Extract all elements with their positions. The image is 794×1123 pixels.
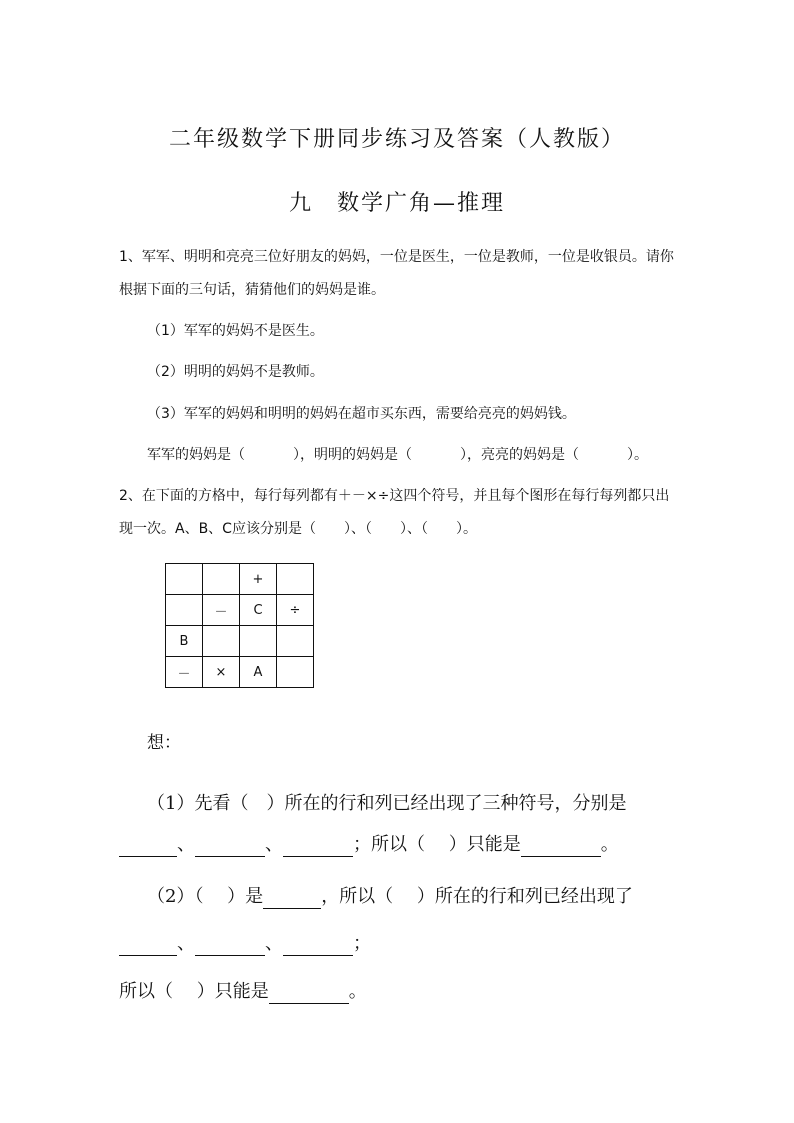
q1-line1: 1、军军、明明和亮亮三位好朋友的妈妈，一位是医生，一位是教师，一位是收银员。请你 (119, 249, 674, 265)
q1-answer-d: ）。 (627, 447, 648, 463)
q1-answer-a: 军军的妈妈是（ (147, 447, 245, 463)
answer-blank[interactable] (263, 890, 321, 909)
step1-line2 (119, 833, 619, 857)
symbol-grid (165, 563, 314, 688)
grid-cell (240, 626, 277, 657)
q1-line2: 根据下面的三句话，猜猜他们的妈妈是谁。 (119, 282, 385, 298)
separator: 、 (265, 834, 283, 855)
step1-line1: （1）先看（ ）所在的行和列已经出现了三种符号，分别是 (147, 793, 627, 814)
separator: 、 (265, 933, 283, 954)
step3-text: 所以（ ）只能是 (119, 981, 269, 1002)
q1-answer-line (147, 445, 648, 465)
document-title: 二年级数学下册同步练习及答案（人教版） (168, 127, 625, 152)
semicolon: ； (353, 933, 371, 954)
q1-answer-b: ），明明的妈妈是（ (293, 447, 412, 463)
step2-text-a: （2）（ ）是 (147, 886, 264, 907)
answer-blank[interactable] (521, 838, 601, 857)
grid-cell (277, 657, 314, 688)
grid-cell (277, 564, 314, 595)
step2-line2 (119, 932, 371, 956)
grid-row (166, 595, 314, 626)
grid-cell: C (240, 595, 277, 626)
grid-cell: A (240, 657, 277, 688)
step3-line (119, 980, 367, 1004)
answer-blank[interactable] (119, 937, 177, 956)
grid-cell (166, 595, 203, 626)
grid-cell: B (166, 626, 203, 657)
answer-blank[interactable] (269, 985, 349, 1004)
q1-answer-c: ），亮亮的妈妈是（ (460, 447, 579, 463)
answer-blank[interactable] (283, 937, 353, 956)
grid-row (166, 626, 314, 657)
q1-clue2: （2）明明的妈妈不是教师。 (147, 364, 324, 380)
answer-blank[interactable] (195, 838, 265, 857)
grid-cell: － (166, 657, 203, 688)
grid-cell (277, 626, 314, 657)
grid-cell: × (203, 657, 240, 688)
answer-blank[interactable] (195, 937, 265, 956)
answer-blank[interactable] (283, 838, 353, 857)
answer-blank[interactable] (119, 838, 177, 857)
q1-clue1: （1）军军的妈妈不是医生。 (147, 323, 324, 339)
step1-conclusion: ；所以（ ）只能是 (353, 834, 521, 855)
grid-cell: － (203, 595, 240, 626)
grid-row (166, 657, 314, 688)
period: 。 (348, 981, 367, 1002)
separator: 、 (177, 834, 195, 855)
grid-row (166, 564, 314, 595)
separator: 、 (177, 933, 195, 954)
q2-line2: 现一次。A、B、C应该分别是（ ）、（ ）、（ ）。 (119, 521, 477, 537)
q1-clue3: （3）军军的妈妈和明明的妈妈在超市买东西，需要给亮亮的妈妈钱。 (147, 406, 576, 422)
q2-line1: 2、在下面的方格中，每行每列都有＋－×÷这四个符号，并且每个图形在每行每列都只出 (119, 488, 670, 504)
step2-line1 (147, 885, 633, 909)
grid-cell (203, 626, 240, 657)
period: 。 (600, 834, 619, 855)
section-title: 九 数学广角—推理 (288, 191, 505, 216)
grid-cell: ÷ (277, 595, 314, 626)
think-label: 想： (147, 733, 181, 753)
grid-cell: + (240, 564, 277, 595)
grid-cell (203, 564, 240, 595)
step2-text-b: ，所以（ ）所在的行和列已经出现了 (321, 886, 633, 907)
grid-cell (166, 564, 203, 595)
